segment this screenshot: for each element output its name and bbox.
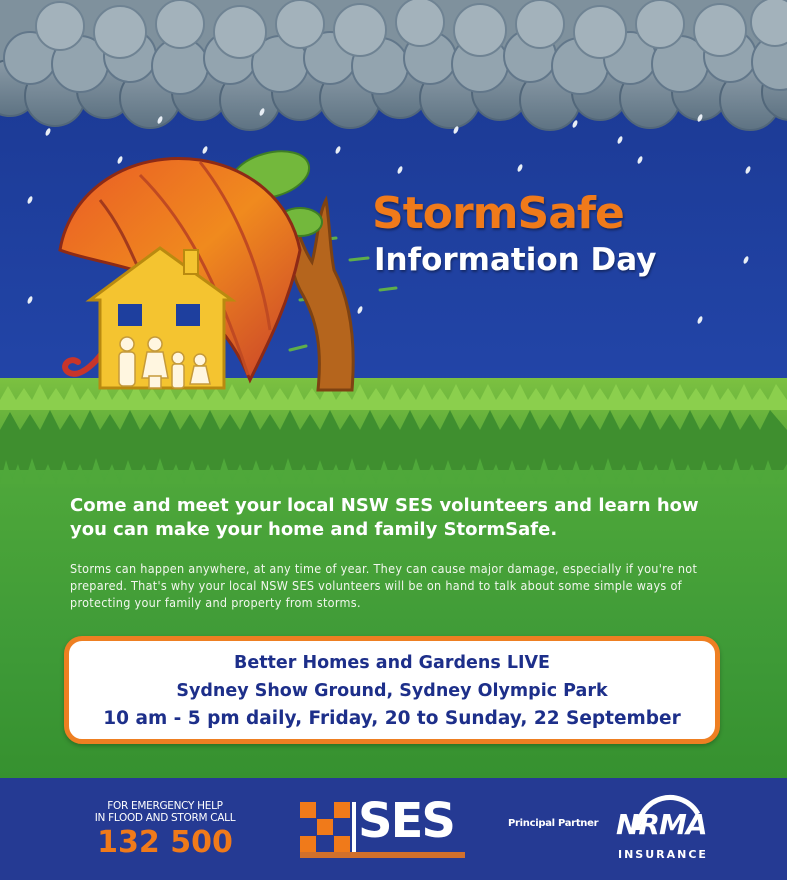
ses-logo-text: SES (358, 793, 454, 849)
ses-logo (300, 793, 465, 860)
title-information-day: Information Day (374, 242, 657, 278)
cloud-icon (0, 0, 787, 130)
event-venue: Sydney Show Ground, Sydney Olympic Park (176, 681, 608, 701)
nrma-insurance-text: INSURANCE (618, 848, 708, 861)
emergency-label-line-1: FOR EMERGENCY HELP (107, 800, 223, 812)
emergency-number: 132 500 (97, 825, 233, 860)
nrma-logo (608, 790, 728, 868)
emergency-contact (80, 800, 250, 860)
event-details-box (64, 636, 720, 744)
title-stormsafe: StormSafe (372, 188, 624, 239)
emergency-label-line-2: IN FLOOD AND STORM CALL (94, 812, 236, 824)
nrma-logo-text: NRMA (616, 808, 707, 841)
title-block (372, 188, 772, 280)
ses-cross-icon (300, 802, 356, 854)
ses-logo-subtitle (300, 852, 465, 858)
event-name: Better Homes and Gardens LIVE (233, 653, 551, 673)
headline: Come and meet your local NSW SES volunteers and learn how you can make your home and family StormSafe. (70, 495, 699, 540)
event-times: 10 am - 5 pm daily, Friday, 20 to Sunday, 22 September (103, 708, 681, 729)
principal-partner-label: Principal Partner (508, 818, 599, 829)
foreground-grass (0, 454, 787, 484)
body-text: Storms can happen anywhere, at any time of year. They can cause major damage, especially if you're not prepared. That's why your local NSW SES volunteers will be on hand to talk about some simple ways of protecting your family and property from storms. (70, 561, 698, 610)
